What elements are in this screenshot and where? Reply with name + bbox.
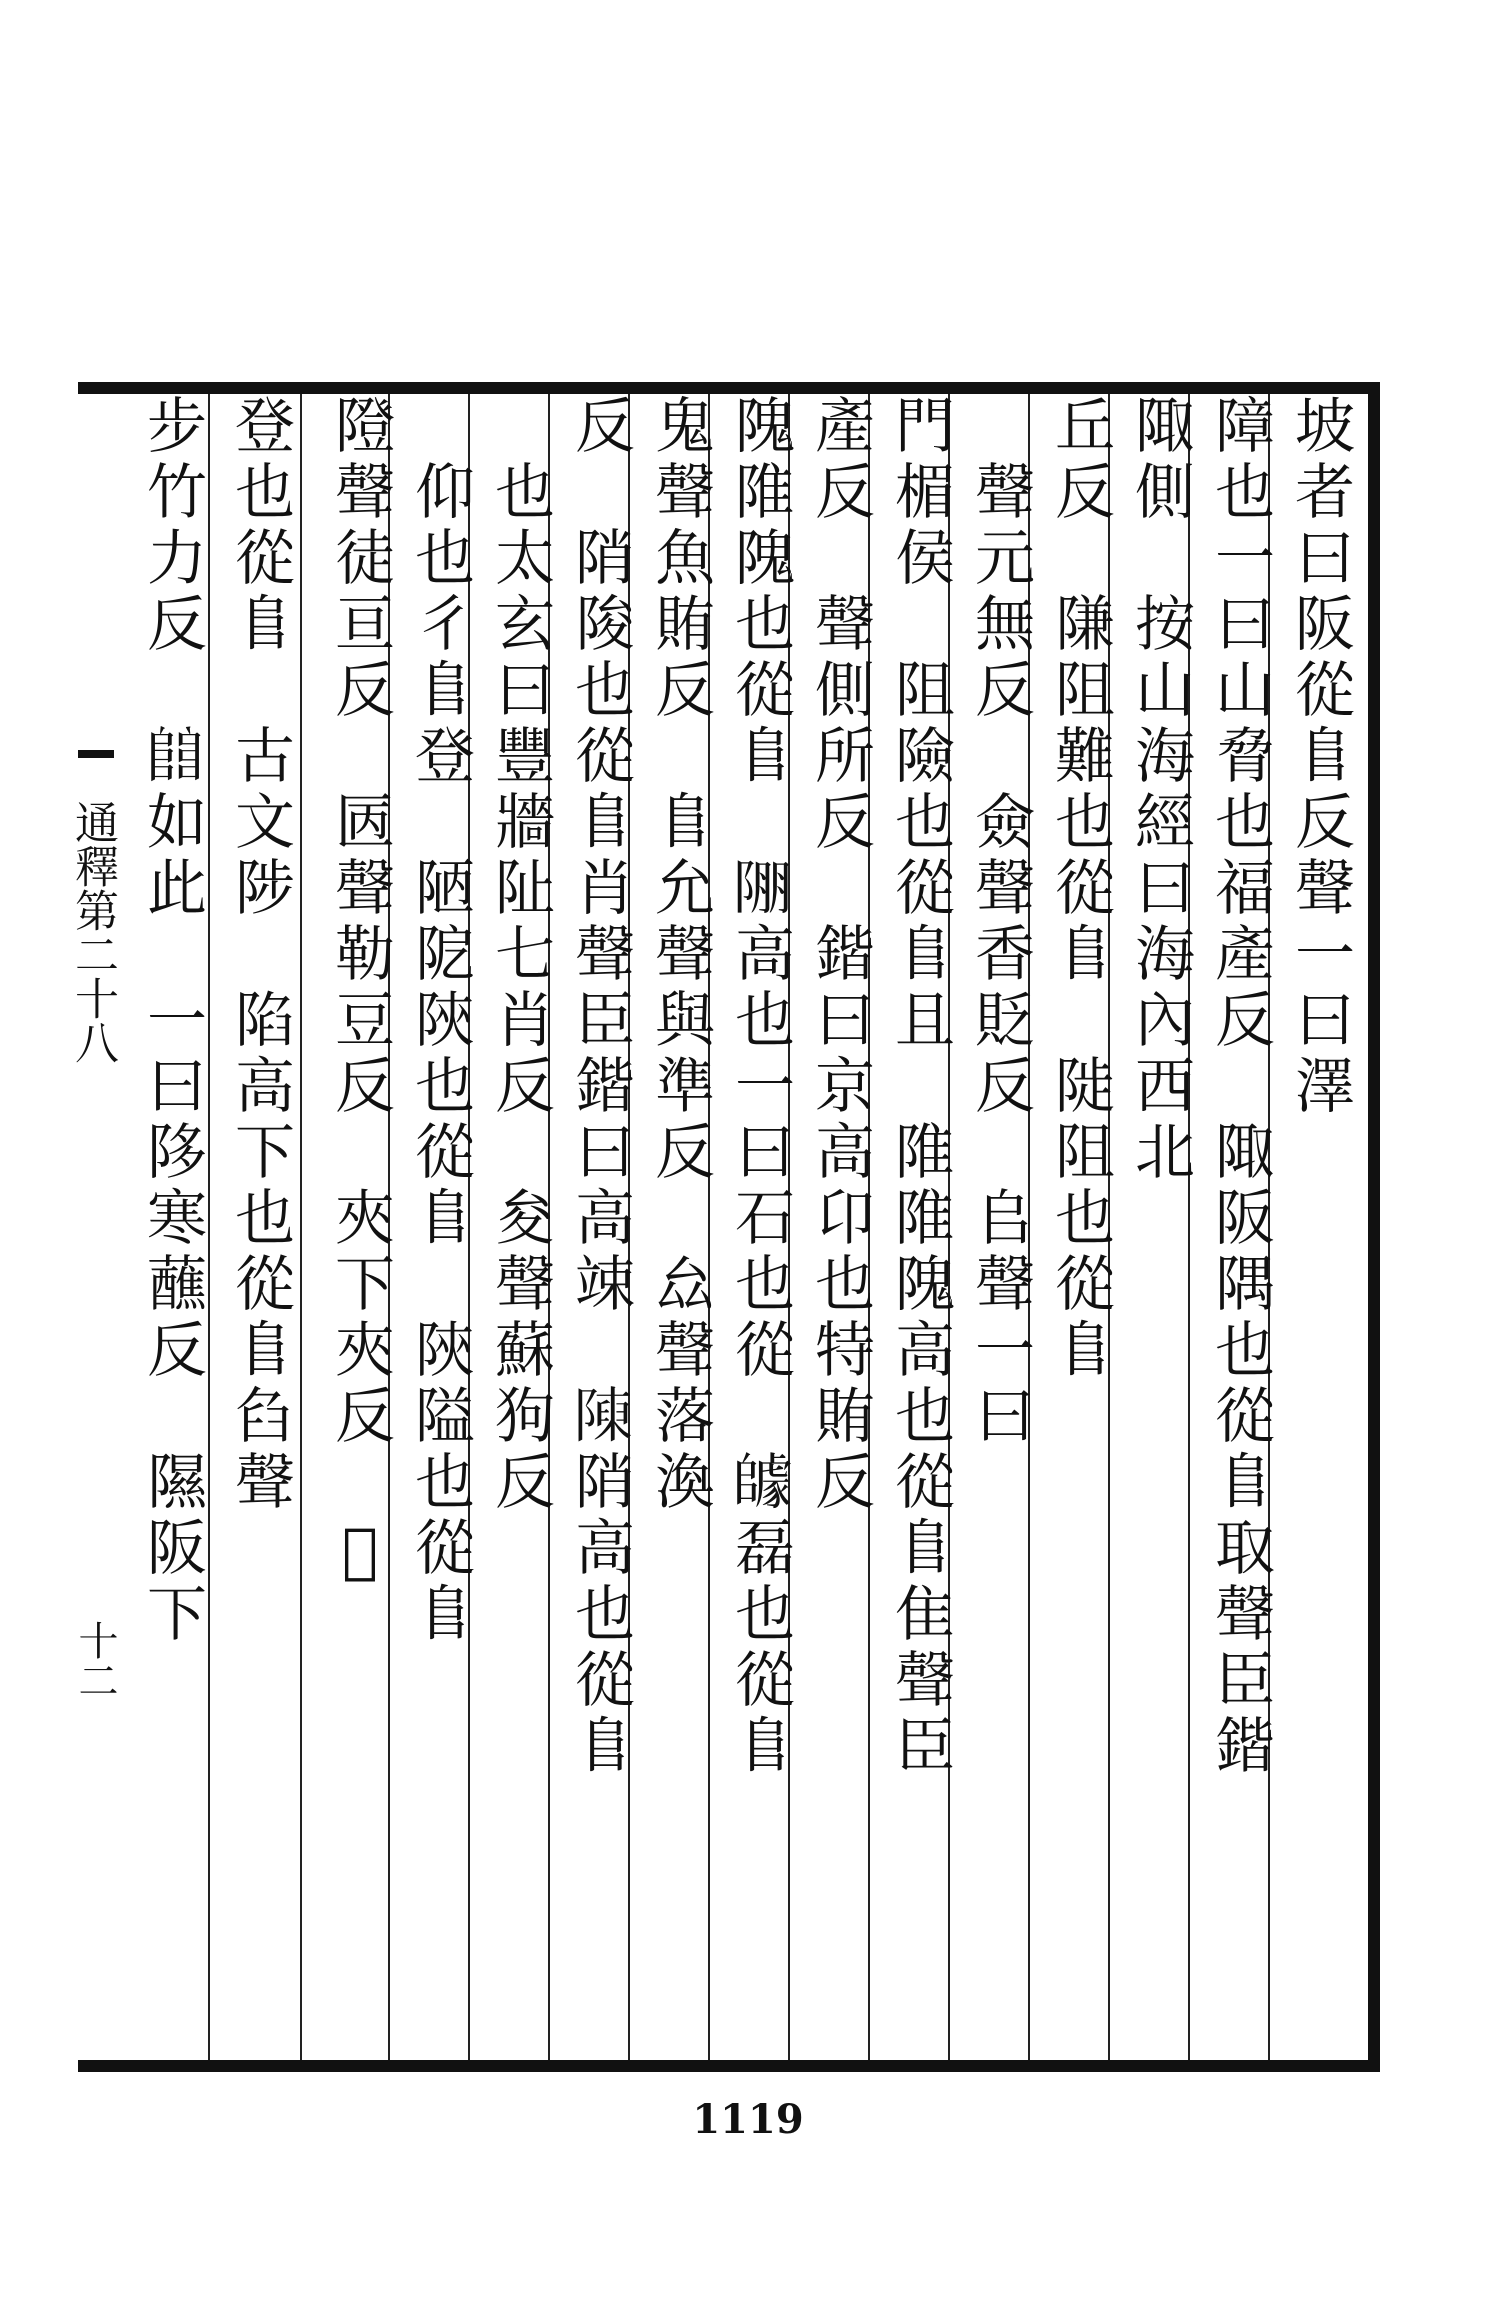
- text-column: 鬼聲魚賄反 𨸏允聲與準反 厽聲落渙: [645, 394, 715, 1516]
- text-column: 丘反 隒阻難也從𨸏 𨺗阻也從𨸏: [1045, 394, 1115, 1384]
- fold-page: 十二: [72, 1620, 118, 1700]
- fold-title: 通釋第二十八: [67, 800, 118, 1064]
- text-column: 障也一曰山脅也福產反 陬阪隅也從𨸏取聲臣鍇: [1205, 394, 1275, 1780]
- text-column: 陬側 按山海經曰海內西北: [1125, 394, 1195, 1186]
- text-column: 也太玄曰豐牆阯七肖反 夋聲蘇狗反: [485, 394, 555, 1516]
- page-number: 1119: [692, 2096, 804, 2143]
- text-column: 聲元無反 僉聲香貶反 𠂤聲一曰: [965, 394, 1035, 1450]
- text-column: 產反 聲側所反 鍇曰京高卬也特賄反: [805, 394, 875, 1516]
- text-column: 反 陗陖也從𨸏肖聲臣鍇曰高竦 𨻰陗高也從𨸏: [565, 394, 635, 1780]
- text-column: 隗陮隗也從𨸏 𨹹高也一曰石也從 𨼽磊也從𨸏: [725, 394, 795, 1780]
- text-column: 仰也彳𨸏登 陋阸陝也從𨸏 陝隘也從𨸏: [405, 394, 475, 1648]
- text-column: 登也從𨸏 古文陟 陷高下也從𨸏臽聲: [225, 394, 295, 1516]
- text-column: 門楣侯 阻險也從𨸏且 陮陮隗高也從𨸏隹聲臣: [885, 394, 955, 1780]
- text-column: 步竹力反 𨺅如此 一曰陊寒蘸反 隰阪下: [137, 394, 207, 1648]
- fold-mark: [78, 750, 114, 758]
- text-column: 坡者曰阪從𨸏反聲一曰澤: [1285, 394, 1355, 1120]
- text-column: 隥聲徒亘反 㔷聲勒豆反 夾下夾反 𨹔: [325, 394, 395, 1592]
